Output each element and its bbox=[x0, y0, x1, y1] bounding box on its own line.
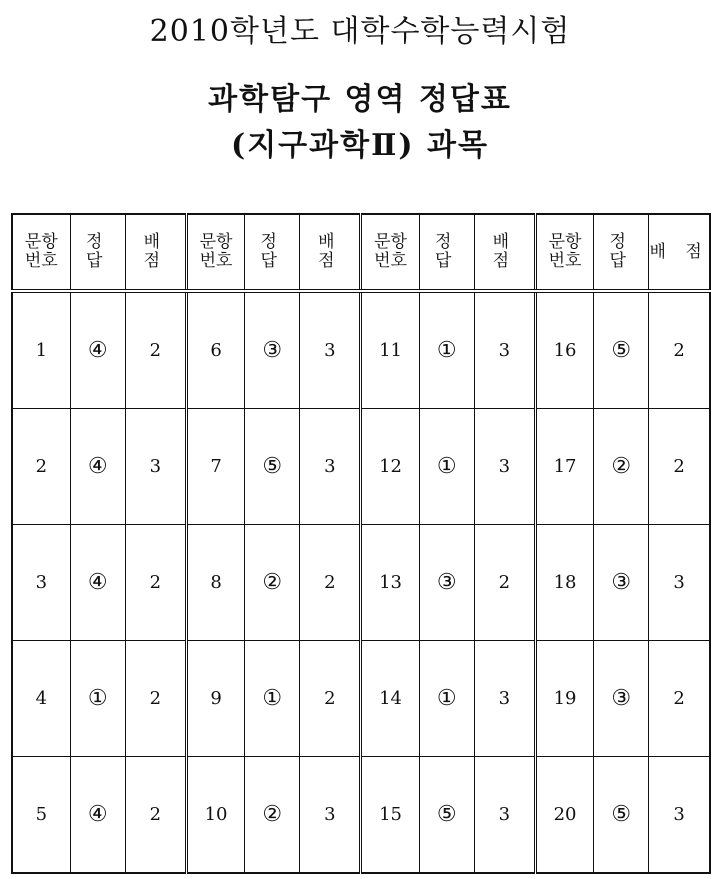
points-cell: 3 bbox=[474, 641, 535, 757]
points-cell: 3 bbox=[125, 409, 186, 525]
answer-cell: ② bbox=[594, 409, 649, 525]
points-cell: 2 bbox=[300, 641, 361, 757]
header-row bbox=[12, 214, 710, 291]
table-row bbox=[12, 409, 710, 525]
points-cell: 3 bbox=[300, 757, 361, 874]
points-cell: 2 bbox=[125, 757, 186, 874]
question-number-cell: 6 bbox=[186, 291, 244, 409]
answer-cell: ③ bbox=[245, 291, 300, 409]
answer-cell: ⑤ bbox=[594, 757, 649, 874]
header-answer: 정 답 bbox=[70, 214, 125, 291]
header-question-number bbox=[12, 214, 70, 291]
points-cell: 3 bbox=[474, 291, 535, 409]
question-number-cell: 8 bbox=[186, 525, 244, 641]
answer-cell: ⑤ bbox=[419, 757, 474, 874]
question-number-cell: 19 bbox=[535, 641, 593, 757]
points-cell: 3 bbox=[649, 525, 710, 641]
table-row bbox=[12, 641, 710, 757]
header-answer: 정 답 bbox=[419, 214, 474, 291]
header-question-number-line1: 문항 bbox=[199, 232, 233, 252]
points-cell: 3 bbox=[474, 757, 535, 874]
answer-cell: ① bbox=[419, 409, 474, 525]
question-number-cell: 20 bbox=[535, 757, 593, 874]
points-cell: 2 bbox=[649, 409, 710, 525]
points-cell: 2 bbox=[125, 525, 186, 641]
header-points: 배 점 bbox=[474, 214, 535, 291]
question-number-cell: 9 bbox=[186, 641, 244, 757]
answer-cell: ⑤ bbox=[594, 291, 649, 409]
answer-cell: ④ bbox=[70, 525, 125, 641]
header-question-number bbox=[361, 214, 419, 291]
question-number-cell: 10 bbox=[186, 757, 244, 874]
answer-key-title: 과학탐구 영역 정답표 bbox=[208, 82, 512, 117]
question-number-cell: 5 bbox=[12, 757, 70, 874]
question-number-cell: 1 bbox=[12, 291, 70, 409]
points-cell: 2 bbox=[649, 291, 710, 409]
points-cell: 2 bbox=[649, 641, 710, 757]
question-number-cell: 13 bbox=[361, 525, 419, 641]
points-cell: 3 bbox=[649, 757, 710, 874]
question-number-cell: 17 bbox=[535, 409, 593, 525]
table-row bbox=[12, 757, 710, 874]
question-number-cell: 15 bbox=[361, 757, 419, 874]
question-number-cell: 18 bbox=[535, 525, 593, 641]
table-row bbox=[12, 291, 710, 409]
answer-cell: ③ bbox=[594, 525, 649, 641]
points-cell: 3 bbox=[300, 409, 361, 525]
points-cell: 2 bbox=[474, 525, 535, 641]
answer-cell: ① bbox=[70, 641, 125, 757]
points-cell: 2 bbox=[300, 525, 361, 641]
header-question-number-line2: 번호 bbox=[24, 251, 58, 271]
header-question-number-line1: 문항 bbox=[548, 232, 582, 252]
header-question-number-line1: 문항 bbox=[374, 232, 407, 252]
points-cell: 2 bbox=[125, 641, 186, 757]
subject-title: (지구과학Ⅱ) 과목 bbox=[231, 128, 489, 163]
answer-cell: ① bbox=[419, 291, 474, 409]
answer-cell: ④ bbox=[70, 757, 125, 874]
question-number-cell: 11 bbox=[361, 291, 419, 409]
header-points: 배 점 bbox=[125, 214, 186, 291]
exam-title: 2010학년도 대학수학능력시험 bbox=[149, 14, 571, 49]
header-question-number-line1: 문항 bbox=[24, 232, 58, 252]
question-number-cell: 16 bbox=[535, 291, 593, 409]
header-question-number-line2: 번호 bbox=[374, 251, 407, 271]
question-number-cell: 2 bbox=[12, 409, 70, 525]
answer-cell: ① bbox=[419, 641, 474, 757]
answer-cell: ② bbox=[245, 757, 300, 874]
answer-cell: ③ bbox=[419, 525, 474, 641]
header-answer: 정 답 bbox=[594, 214, 649, 291]
points-cell: 2 bbox=[125, 291, 186, 409]
header-question-number bbox=[186, 214, 244, 291]
header-points: 배 점 bbox=[649, 214, 710, 291]
points-cell: 3 bbox=[474, 409, 535, 525]
question-number-cell: 4 bbox=[12, 641, 70, 757]
header-answer: 정 답 bbox=[245, 214, 300, 291]
question-number-cell: 14 bbox=[361, 641, 419, 757]
answer-cell: ③ bbox=[594, 641, 649, 757]
points-cell: 3 bbox=[300, 291, 361, 409]
answer-table bbox=[11, 213, 711, 874]
question-number-cell: 12 bbox=[361, 409, 419, 525]
answer-cell: ④ bbox=[70, 291, 125, 409]
answer-cell: ② bbox=[245, 525, 300, 641]
header-points: 배 점 bbox=[300, 214, 361, 291]
answer-cell: ① bbox=[245, 641, 300, 757]
question-number-cell: 7 bbox=[186, 409, 244, 525]
answer-cell: ⑤ bbox=[245, 409, 300, 525]
header-question-number-line2: 번호 bbox=[548, 251, 582, 271]
question-number-cell: 3 bbox=[12, 525, 70, 641]
header-question-number bbox=[535, 214, 593, 291]
answer-table-body bbox=[12, 291, 710, 873]
answer-cell: ④ bbox=[70, 409, 125, 525]
table-row bbox=[12, 525, 710, 641]
header-question-number-line2: 번호 bbox=[199, 251, 233, 271]
